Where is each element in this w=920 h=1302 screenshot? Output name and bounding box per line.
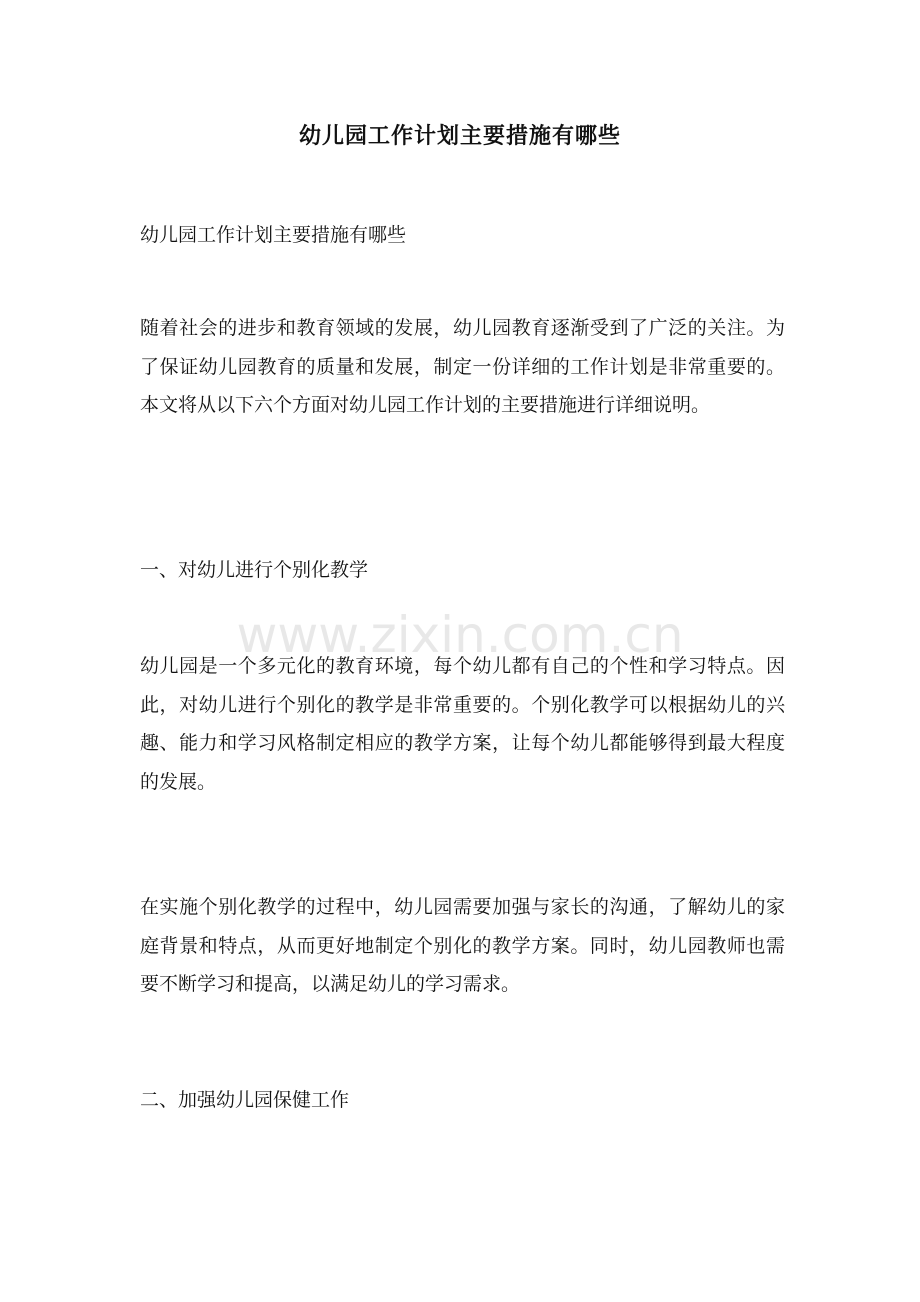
section-1-paragraph-2: 在实施个别化教学的过程中，幼儿园需要加强与家长的沟通，了解幼儿的家庭背景和特点，从而更好地制定个别化的教学方案。同时，幼儿园教师也需要不断学习和提高，以满足幼儿的学习需求。 bbox=[140, 896, 785, 995]
watermark: www.zixin.com.cn bbox=[236, 606, 684, 664]
section-1-heading: 一、对幼儿进行个别化教学 bbox=[140, 559, 369, 581]
section-2-heading: 二、加强幼儿园保健工作 bbox=[140, 1089, 350, 1111]
document-title: 幼儿园工作计划主要措施有哪些 bbox=[298, 123, 621, 149]
section-1-paragraph-1: 幼儿园是一个多元化的教育环境，每个幼儿都有自己的个性和学习特点。因此，对幼儿进行个别化的教学是非常重要的。个别化教学可以根据幼儿的兴趣、能力和学习风格制定相应的教学方案，让每个幼儿都能够得到最大程度的发展。 bbox=[140, 655, 785, 793]
intro-paragraph: 随着社会的进步和教育领域的发展，幼儿园教育逐渐受到了广泛的关注。为了保证幼儿园教育的质量和发展，制定一份详细的工作计划是非常重要的。本文将从以下六个方面对幼儿园工作计划的主要措施进行详细说明。 bbox=[140, 317, 785, 416]
document-subtitle: 幼儿园工作计划主要措施有哪些 bbox=[140, 224, 407, 246]
